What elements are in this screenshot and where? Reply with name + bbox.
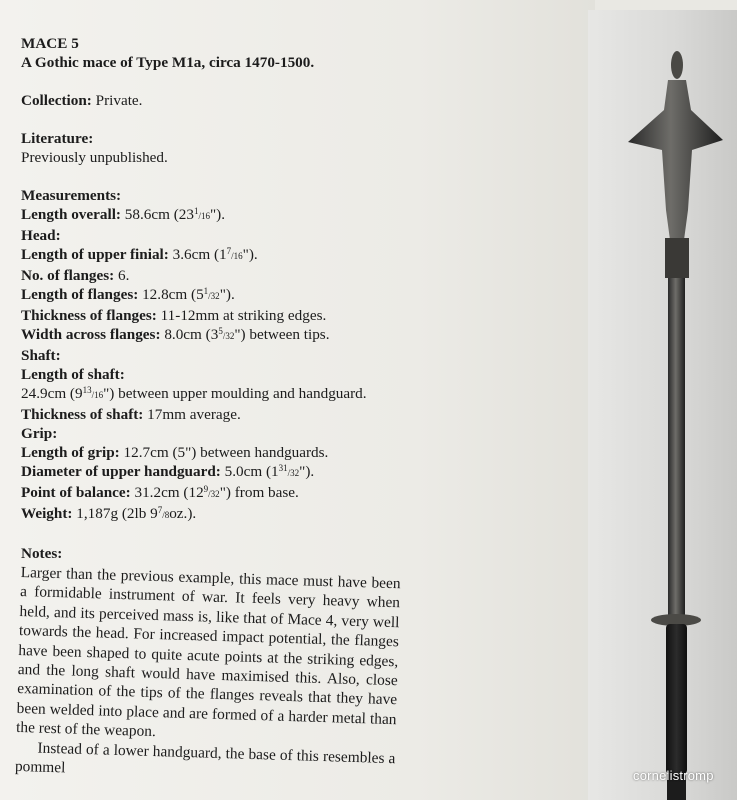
upper-moulding	[665, 238, 689, 278]
length-shaft-label: Length of shaft:	[21, 366, 125, 383]
length-flanges-line: Length of flanges: 12.8cm $(5^1/32")$.	[21, 286, 235, 303]
thickness-shaft-line: Thickness of shaft: 17mm average.	[21, 406, 241, 423]
weight-line: Weight: 1,187g (2lb $9^7/8oz$.).	[21, 505, 197, 522]
entry-title: A Gothic mace of Type M1a, circa 1470-1500.	[21, 54, 315, 71]
head-label: Head:	[21, 227, 61, 244]
literature-label: Literature:	[21, 130, 94, 147]
notes-paragraph-2: Instead of a lower handguard, the base of this resembles a pommel	[14, 739, 396, 777]
notes-paragraph-1: Larger than the previous example, this mace must have been a formidable instrument of war. It feels very heavy when held, and its perceived mass is, like that of Mace 4, very well towards the head. For increased impact potential, the flanges have been shaped to quite acute points at the striking edges, and the long shaft would have maximised this. Also, close examination of the tips of the flanges reveals that they have been welded into place and are formed of a harder metal than the rest of the weapon.	[15, 563, 401, 741]
shaft-label: Shaft:	[21, 347, 61, 364]
finial	[671, 51, 683, 79]
balance-line: Point of balance: 31.2cm $(12^9/32")$ from base.	[21, 484, 299, 501]
mace-photograph	[588, 10, 737, 800]
thickness-flanges-line: Thickness of flanges: 11-12mm at striking edges.	[21, 307, 327, 324]
grip-label: Grip:	[21, 425, 58, 442]
length-grip-line: Length of grip: 12.7cm (5") between handguards.	[21, 444, 329, 461]
entry-number: MACE 5	[21, 35, 79, 52]
notes-body	[15, 563, 401, 788]
width-flanges-line: Width across flanges: 8.0cm $(3^5/32")$ between tips.	[21, 326, 330, 343]
diameter-handguard-line: Diameter of upper handguard: 5.0cm $(1^{31}/32")$.	[21, 463, 315, 480]
watermark-text: cornelistromp	[633, 768, 714, 783]
notes-label: Notes:	[21, 545, 63, 562]
mace-illustration	[588, 10, 737, 800]
length-overall-line: Length overall: 58.6cm $(23^1/16")$.	[21, 206, 226, 223]
upper-finial-line: Length of upper finial: 3.6cm $(1^7/16")$.	[21, 246, 258, 263]
mace-head	[628, 80, 723, 240]
catalogue-entry	[14, 34, 401, 777]
shaft	[668, 278, 685, 618]
length-shaft-value: 24.9cm $(9^{13}/16")$ between upper moulding and handguard.	[21, 385, 367, 402]
grip	[666, 624, 687, 774]
no-flanges-line: No. of flanges: 6.	[21, 267, 130, 284]
collection-line: Collection: Private.	[21, 92, 143, 109]
measurements-label: Measurements:	[21, 187, 122, 204]
literature-value: Previously unpublished.	[21, 149, 168, 166]
